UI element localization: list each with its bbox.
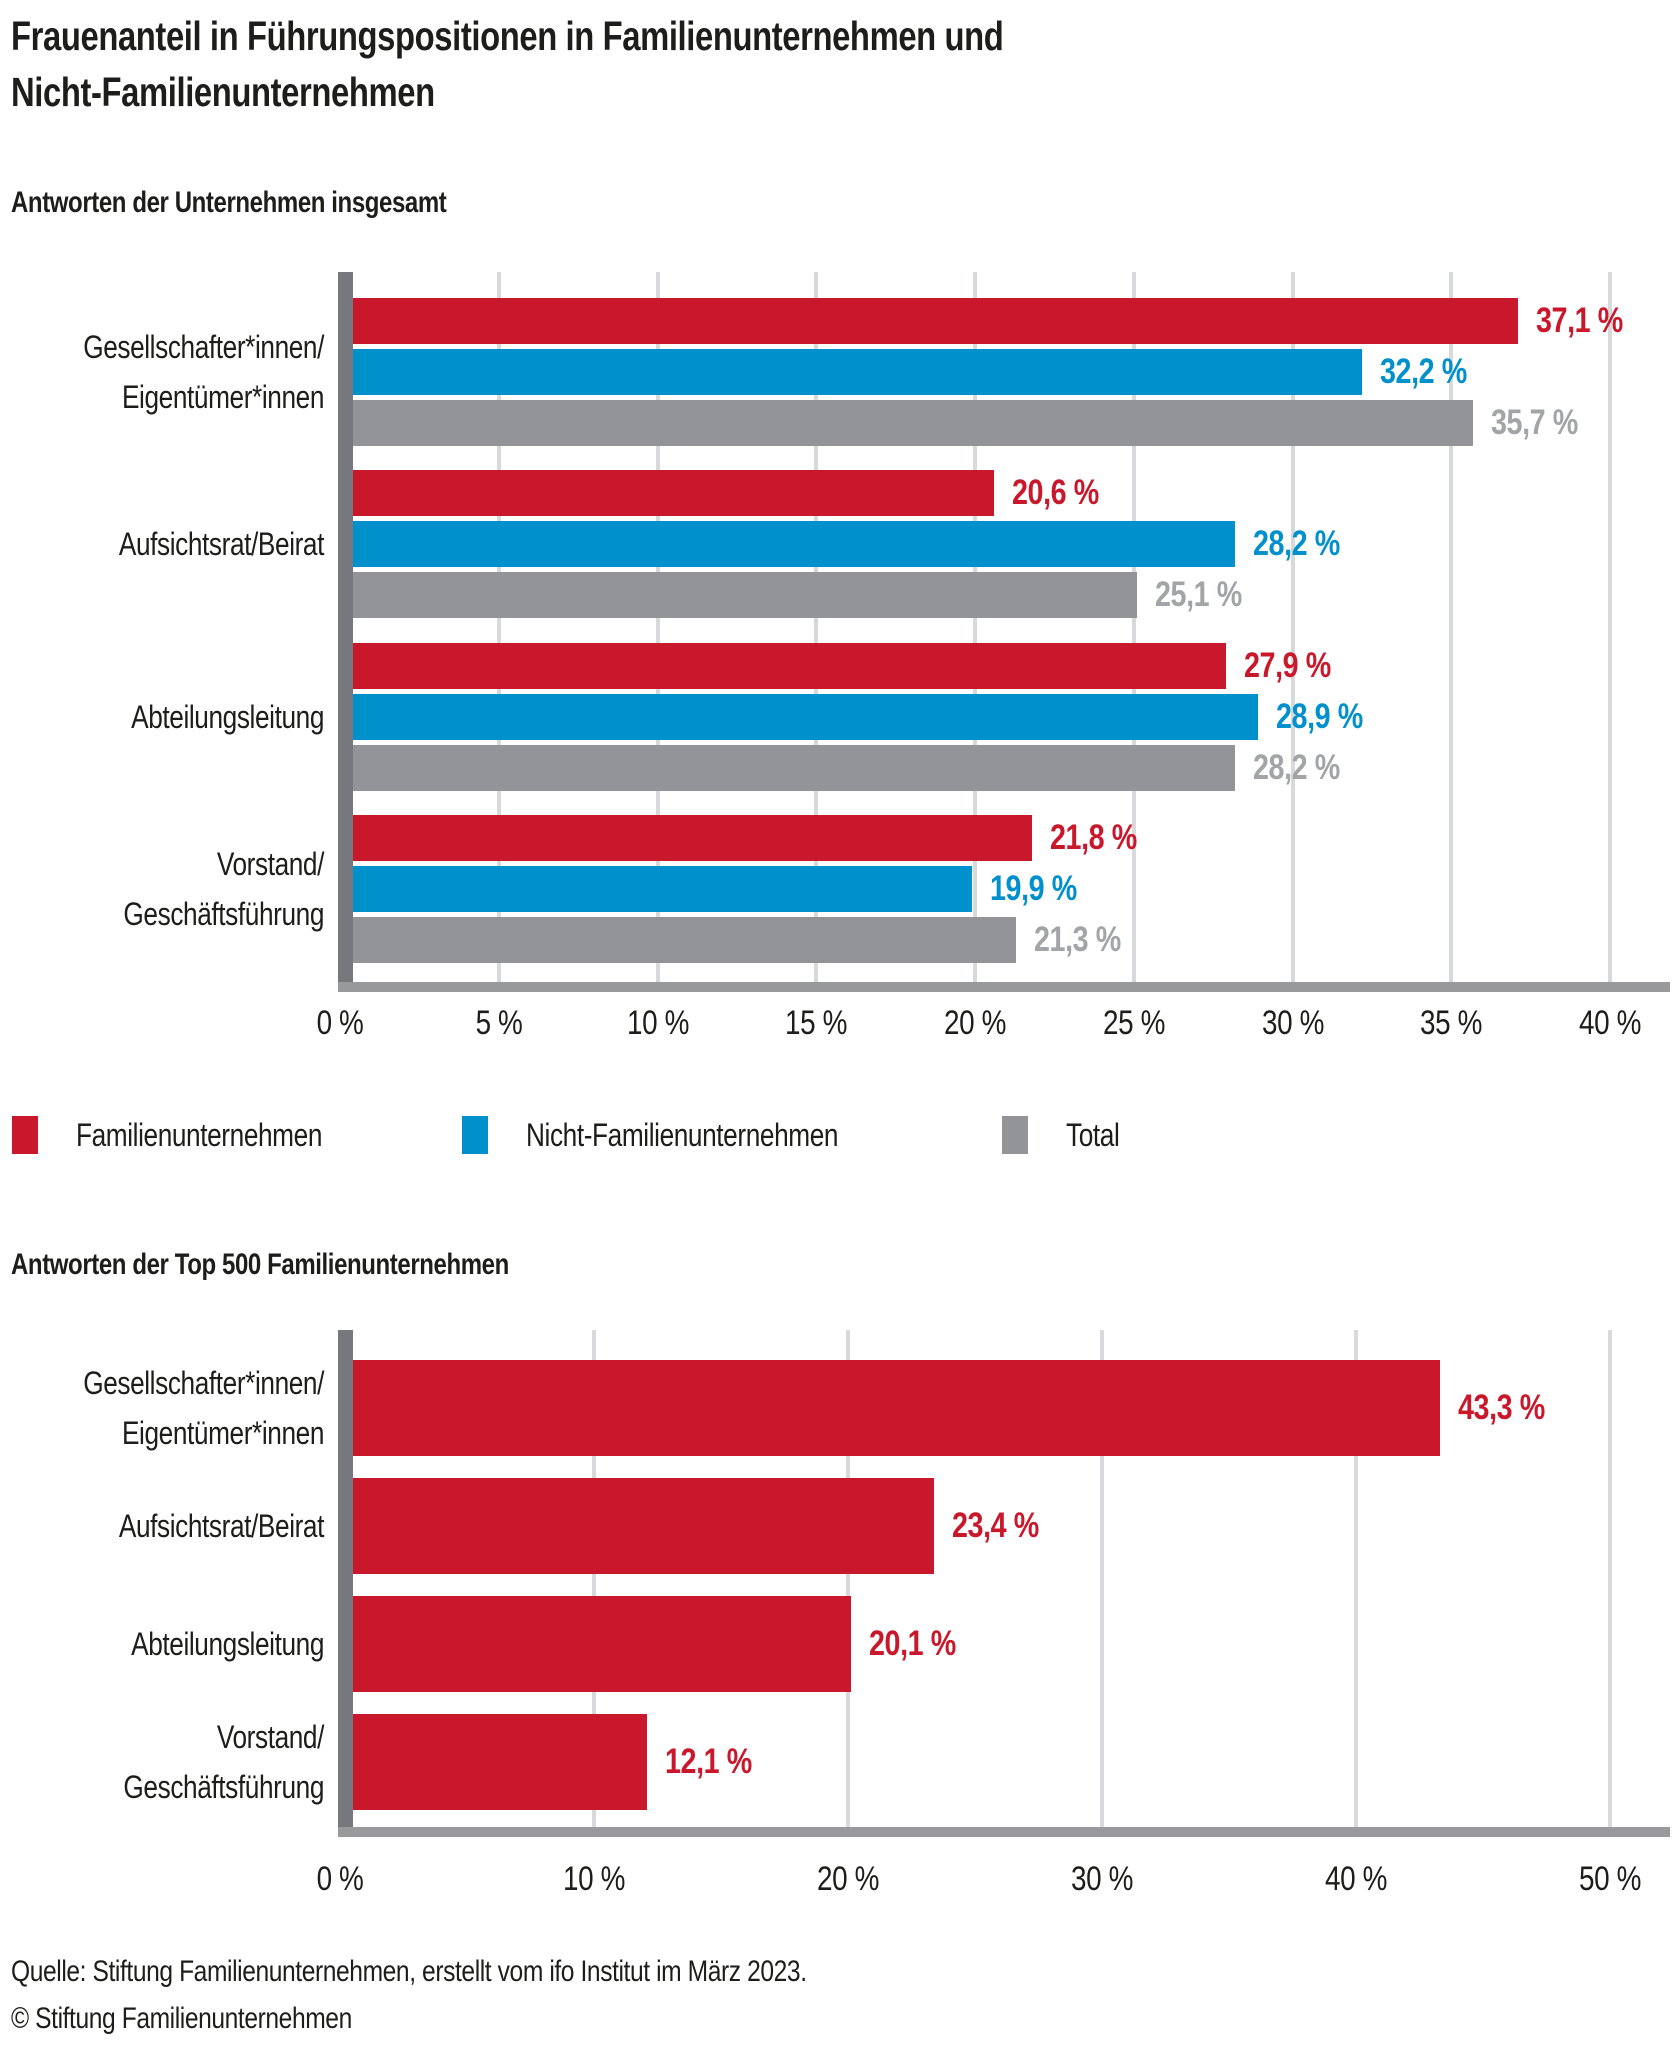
x-axis-line	[338, 982, 1670, 992]
bar-value-label: 35,7 %	[1491, 403, 1578, 442]
chart-top500-subtitle: Antworten der Top 500 Familienunternehmen	[11, 1248, 509, 1281]
category-label	[53, 1712, 324, 1812]
category-label-line: Aufsichtsrat/Beirat	[118, 1508, 324, 1544]
legend-swatch-familienunternehmen	[12, 1116, 38, 1154]
category-label-line: Eigentümer*innen	[121, 1415, 324, 1451]
bar	[340, 400, 1473, 446]
category-label	[53, 1358, 324, 1458]
bar-value-label: 21,3 %	[1034, 920, 1121, 959]
gridline	[1608, 272, 1612, 982]
bar-value-label: 25,1 %	[1155, 575, 1242, 614]
bar	[340, 866, 972, 912]
bar	[340, 694, 1258, 740]
bar	[340, 470, 994, 516]
x-tick-label: 30 %	[1071, 1860, 1133, 1898]
chart-overall-subtitle: Antworten der Unternehmen insgesamt	[11, 186, 447, 219]
x-tick-label: 0 %	[316, 1860, 364, 1898]
bar	[340, 298, 1518, 344]
category-label-line: Gesellschafter*innen/	[83, 1365, 324, 1401]
bar-value-label: 37,1 %	[1536, 301, 1623, 340]
legend-item-total	[1002, 1112, 1131, 1158]
x-tick-label: 40 %	[1579, 1004, 1641, 1042]
bar	[340, 745, 1235, 791]
chart-top500	[83, 1330, 1662, 1930]
category-label	[53, 322, 324, 422]
category-label	[53, 1619, 324, 1669]
bar-value-label: 27,9 %	[1244, 646, 1331, 685]
x-tick-label: 35 %	[1420, 1004, 1483, 1042]
bar	[340, 1478, 934, 1574]
x-tick-label: 50 %	[1579, 1860, 1641, 1898]
bar	[340, 349, 1362, 395]
bar	[340, 1596, 851, 1692]
bar-value-label: 21,8 %	[1050, 818, 1137, 857]
bar-value-label: 28,2 %	[1253, 748, 1340, 787]
legend-label-total: Total	[1066, 1116, 1120, 1153]
x-tick-label: 20 %	[817, 1860, 879, 1898]
x-tick-label: 40 %	[1325, 1860, 1387, 1898]
legend-swatch-total	[1002, 1116, 1028, 1154]
footer	[11, 1948, 807, 2042]
y-axis-line	[338, 1330, 353, 1837]
category-label-line: Gesellschafter*innen/	[83, 329, 324, 365]
x-tick-label: 20 %	[944, 1004, 1006, 1042]
x-tick-label: 5 %	[475, 1004, 523, 1042]
bar-value-label: 43,3 %	[1458, 1388, 1545, 1427]
category-label	[53, 839, 324, 939]
bar-value-label: 20,1 %	[869, 1624, 956, 1663]
x-tick-label: 10 %	[626, 1004, 689, 1042]
figure-title-line-2: Nicht-Familienunternehmen	[11, 69, 435, 115]
bar-value-label: 23,4 %	[952, 1506, 1039, 1545]
figure-title-line-1: Frauenanteil in Führungspositionen in Familienunternehmen und	[11, 13, 1004, 59]
legend-item-nicht-familienunternehmen	[462, 1112, 907, 1158]
bar	[340, 643, 1226, 689]
category-label-line: Eigentümer*innen	[121, 379, 324, 415]
category-label-line: Abteilungsleitung	[131, 699, 324, 735]
category-label-line: Aufsichtsrat/Beirat	[118, 526, 324, 562]
category-label	[53, 1501, 324, 1551]
legend-swatch-nicht-familienunternehmen	[462, 1116, 488, 1154]
x-tick-label: 0 %	[316, 1004, 364, 1042]
legend-label-familienunternehmen: Familienunternehmen	[76, 1116, 322, 1153]
bar-value-label: 28,2 %	[1253, 524, 1340, 563]
bar	[340, 572, 1137, 618]
category-label-line: Vorstand/	[216, 1719, 324, 1755]
bar	[340, 1360, 1440, 1456]
y-axis-line	[338, 272, 353, 992]
category-label-line: Vorstand/	[216, 846, 324, 882]
x-tick-label: 25 %	[1102, 1004, 1165, 1042]
figure-title	[11, 8, 1003, 120]
x-axis-line	[338, 1827, 1670, 1837]
legend-label-nicht-familienunternehmen: Nicht-Familienunternehmen	[526, 1116, 839, 1153]
x-tick-label: 10 %	[563, 1860, 625, 1898]
bar	[340, 1714, 647, 1810]
copyright-note: © Stiftung Familienunternehmen	[11, 2002, 352, 2035]
bar	[340, 521, 1235, 567]
source-note: Quelle: Stiftung Familienunternehmen, erstellt vom ifo Institut im März 2023.	[11, 1955, 807, 1988]
category-label	[53, 519, 324, 569]
category-label-line: Geschäftsführung	[123, 896, 324, 932]
bar	[340, 917, 1016, 963]
bar-value-label: 28,9 %	[1276, 697, 1363, 736]
x-tick-label: 30 %	[1261, 1004, 1324, 1042]
category-label	[53, 692, 324, 742]
chart-overall	[83, 272, 1662, 1072]
bar-value-label: 19,9 %	[990, 869, 1077, 908]
legend-item-familienunternehmen	[12, 1112, 376, 1158]
legend	[0, 1112, 1677, 1158]
bar	[340, 815, 1032, 861]
x-tick-label: 15 %	[785, 1004, 848, 1042]
bar-value-label: 32,2 %	[1380, 352, 1467, 391]
bar-value-label: 12,1 %	[665, 1742, 752, 1781]
gridline	[1608, 1330, 1612, 1827]
category-label-line: Geschäftsführung	[123, 1769, 324, 1805]
category-label-line: Abteilungsleitung	[131, 1626, 324, 1662]
bar-value-label: 20,6 %	[1012, 473, 1099, 512]
